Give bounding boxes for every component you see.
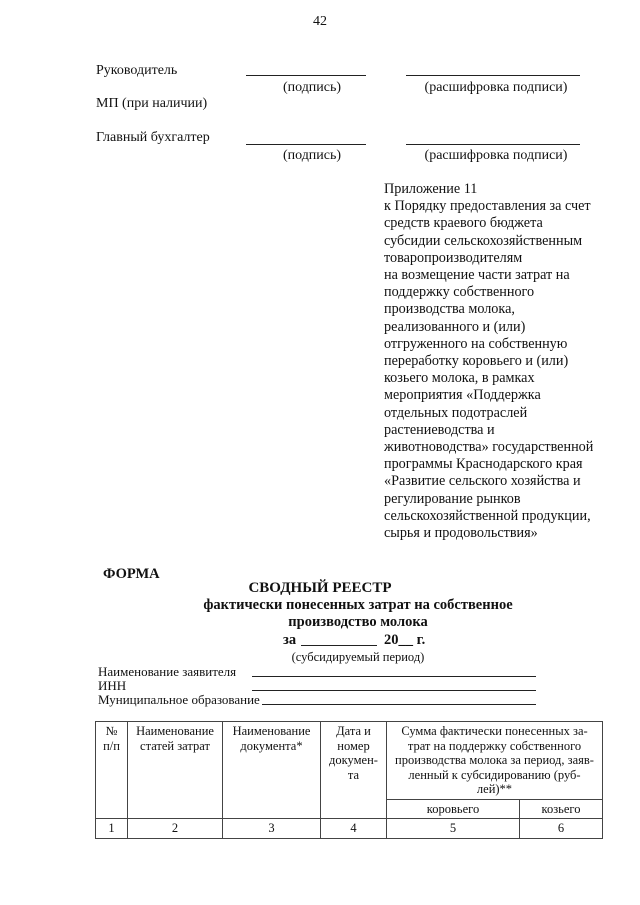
page-number: 42 <box>313 14 327 29</box>
header-date-line: Дата и <box>336 724 371 738</box>
appendix-line: сельскохозяйственной продукции, <box>384 507 591 524</box>
header-num-line: № <box>105 724 118 738</box>
inn-field <box>252 690 536 691</box>
header-sum-line: трат на поддержку собственного <box>407 738 582 753</box>
column-number: 4 <box>321 819 387 839</box>
accountant-signature-caption: (подпись) <box>282 148 342 163</box>
appendix-line: Приложение 11 <box>384 181 478 197</box>
registry-title: СВОДНЫЙ РЕЕСТР <box>248 580 392 596</box>
stamp-label: МП (при наличии) <box>96 96 208 111</box>
header-cow: коровьего <box>387 799 520 819</box>
header-cost-items <box>128 722 223 819</box>
municipality-label: Муниципальное образование <box>98 692 260 707</box>
period-line <box>301 645 377 646</box>
header-num-line: п/п <box>103 738 120 753</box>
appendix-line: регулирование рынков <box>384 490 521 507</box>
registry-subtitle-1: фактически понесенных затрат на собственное <box>203 597 513 613</box>
period-caption: (субсидируемый период) <box>291 650 425 664</box>
header-sum-line: лей)** <box>476 782 513 796</box>
appendix-line: поддержку собственного <box>384 284 535 301</box>
accountant-label: Главный бухгалтер <box>96 130 210 145</box>
header-date-line: докумен- <box>329 753 378 767</box>
appendix-line: программы Краснодарского края <box>384 456 583 473</box>
header-sum <box>387 722 603 800</box>
header-document-line: Наименование <box>232 724 311 738</box>
header-cost-items-line: Наименование <box>136 724 214 738</box>
appendix-line: растениеводства и <box>384 421 495 438</box>
appendix-line: производства молока, <box>384 301 515 318</box>
head-decoding-caption: (расшифровка подписи) <box>424 80 568 95</box>
form-label: ФОРМА <box>103 566 160 582</box>
appendix-line: отдельных подотраслей <box>384 404 528 421</box>
column-number: 3 <box>223 819 321 839</box>
header-cost-items-line: статей затрат <box>140 738 210 753</box>
accountant-signature-line <box>246 144 366 145</box>
head-signature-caption: (подпись) <box>282 80 342 95</box>
column-number: 2 <box>128 819 223 839</box>
appendix-line: козьего молока, в рамках <box>384 370 535 387</box>
header-date <box>321 722 387 819</box>
period-year: 20__ г. <box>384 632 426 648</box>
appendix-line: мероприятия «Поддержка <box>384 387 541 404</box>
table-column-numbers-row <box>96 819 603 839</box>
accountant-decoding-caption: (расшифровка подписи) <box>424 148 568 163</box>
header-goat: козьего <box>520 799 603 819</box>
period-prefix: за <box>283 632 297 648</box>
applicant-field <box>252 676 536 677</box>
header-document <box>223 722 321 819</box>
appendix-line: реализованного и (или) <box>384 318 526 335</box>
column-number: 1 <box>96 819 128 839</box>
appendix-line: к Порядку предоставления за счет <box>384 198 591 215</box>
table-header-row <box>96 722 603 800</box>
header-sum-line: Сумма фактически понесенных за- <box>401 724 588 738</box>
column-number: 6 <box>520 819 603 839</box>
header-sum-line: производства молока за период, заяв- <box>395 753 594 767</box>
head-decoding-line <box>406 75 580 76</box>
registry-table <box>95 721 603 839</box>
appendix-line: товаропроизводителям <box>384 249 523 266</box>
head-label: Руководитель <box>96 63 178 78</box>
appendix-line: сырья и продовольствия» <box>384 525 538 542</box>
registry-subtitle-2: производство молока <box>288 614 428 630</box>
column-number: 5 <box>387 819 520 839</box>
municipality-field <box>262 704 536 705</box>
header-date-line: номер <box>337 738 370 753</box>
appendix-line: «Развитие сельского хозяйства и <box>384 473 581 490</box>
header-num <box>96 722 128 819</box>
appendix-line: животноводства» государственной <box>384 439 594 456</box>
appendix-line: на возмещение части затрат на <box>384 267 570 284</box>
appendix-line: отгруженного на собственную <box>384 335 568 352</box>
applicant-label: Наименование заявителя <box>98 664 237 679</box>
appendix-reference <box>384 181 624 542</box>
appendix-line: средств краевого бюджета <box>384 215 543 232</box>
header-document-line: документа* <box>240 738 303 753</box>
inn-label: ИНН <box>98 678 127 693</box>
appendix-line: переработку коровьего и (или) <box>384 353 569 370</box>
accountant-decoding-line <box>406 144 580 145</box>
header-sum-line: ленный к субсидированию (руб- <box>408 767 581 782</box>
header-date-line: та <box>347 767 360 782</box>
appendix-line: субсидии сельскохозяйственным <box>384 232 583 249</box>
head-signature-line <box>246 75 366 76</box>
